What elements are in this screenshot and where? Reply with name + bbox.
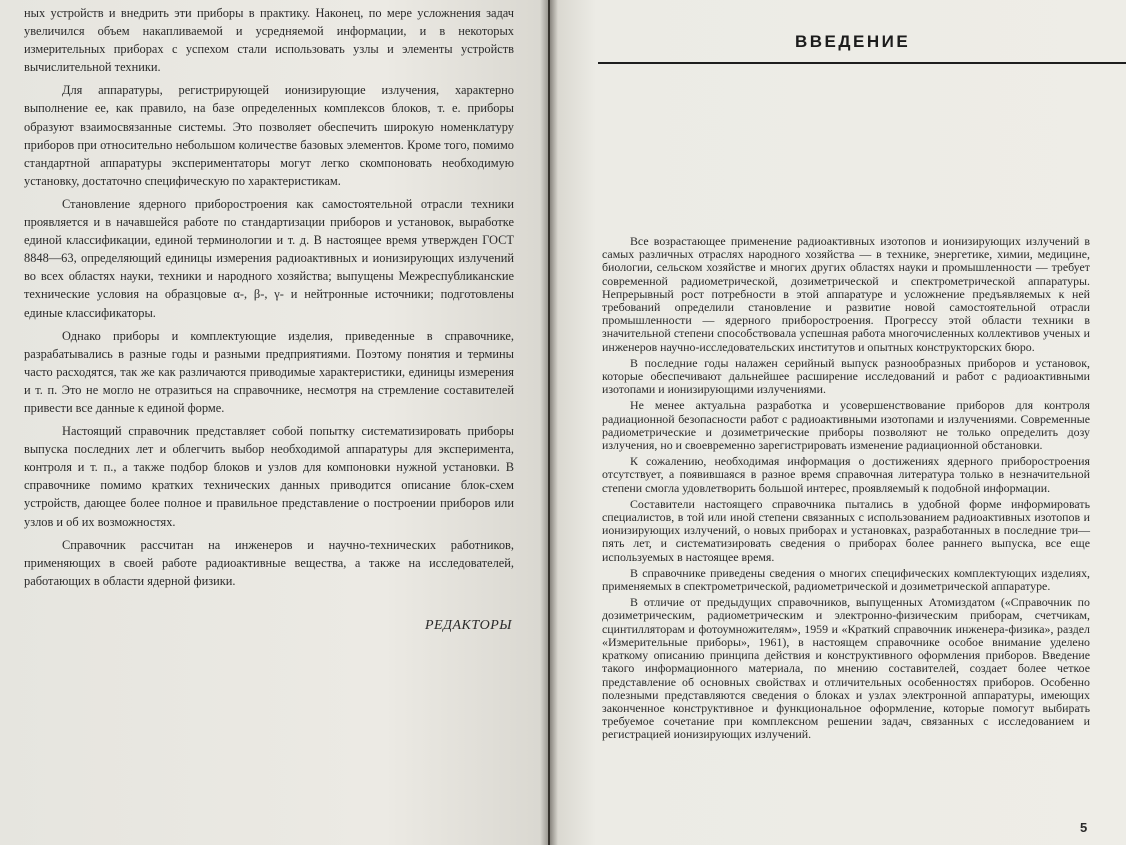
left-page-text <box>24 4 514 590</box>
right-page-text <box>602 235 1090 742</box>
right-paragraph-4: К сожалению, необходимая информация о достижениях ядерного приборостроения отсутствует, а появившаяся в разное время справочная литература только в незначительной степени смогла удовлетворить большой интерес, проявляемый к подобной информации. <box>602 454 1090 495</box>
right-paragraph-3: Не менее актуальна разработка и усовершенствование приборов для контроля радиационной безопасности работ с радиоактивными изотопами и излучениями. Современные радиометрические и дозиметрические приборы позволяют не только определить дозу излучения, но и своевременно зарегистрировать изменение радиационной обстановки. <box>602 398 1090 453</box>
right-page <box>550 0 1126 845</box>
left-page <box>0 0 548 845</box>
left-paragraph-5: Настоящий справочник представляет собой попытку систематизировать приборы выпуска последних лет и облегчить выбор необходимой аппаратуры для эксперимента, контроля и т. п., а также подбор блоков и узлов для компоновки нужной установки. В справочнике помимо кратких технических данных приводится описание блок-схем устройств, дающее более полное и правильное представление о построении приборов или узлов и об их возможностях. <box>24 424 514 529</box>
book-gutter <box>540 0 558 845</box>
editors-signature: РЕДАКТОРЫ <box>424 618 512 633</box>
page-number: 5 <box>1080 820 1088 835</box>
left-paragraph-2: Для аппаратуры, регистрирующей ионизирующие излучения, характерно выполнение ее, как правило, на базе определенных комплексов блоков, т. е. приборы образуют взаимосвязанные системы. Это позволяет обеспечить широкую номенклатуру приборов при относительно небольшом количестве базовых элементов. Кроме того, помимо стандартной аппаратуры экспериментаторы могут легко скомпоновать необходимую установку, достаточно специфическую по характеристикам. <box>24 83 514 188</box>
right-paragraph-6: В справочнике приведены сведения о многих специфических комплектующих изделиях, применяемых в спектрометрической, радиометрической и дозиметрической аппаратуре. <box>602 565 1090 594</box>
right-paragraph-2: В последние годы налажен серийный выпуск разнообразных приборов и установок, которые обеспечивают дальнейшее расширение исследований и работ с радиоактивными изотопами и ионизирующими излучениями. <box>602 355 1090 397</box>
heading-rule <box>598 62 1126 64</box>
left-paragraph-4: Однако приборы и комплектующие изделия, приведенные в справочнике, разрабатывались в разные годы и разными предприятиями. Поэтому понятия и термины часто расходятся, так же как различаются приводимые характеристики, единицы измерения и т. п. Это не могло не отразиться на справочнике, несмотря на стремление составителей привести все данные к единой форме. <box>24 328 514 415</box>
right-paragraph-1: Все возрастающее применение радиоактивных изотопов и ионизирующих излучений в самых различных отраслях народного хозяйства — в технике, энергетике, химии, медицине, биологии, сельском хозяйстве и многих других областях науки и промышленности — требует современной радиометрической, дозиметрической и спектрометрической аппаратуры. Непрерывный рост потребности в этой аппаратуре и усложнение предъявляемых к ней требований определили становление и развитие новой самостоятельной отрасли промышленности — ядерного приборостроения. Прогрессу этой области техники в значительной степени способствовала успешная работа многочисленных коллективов ученых и инженеров научно-исследовательских институтов и опытных конструкторских бюро. <box>602 234 1090 354</box>
left-paragraph-1: ных устройств и внедрить эти приборы в практику. Наконец, по мере усложнения задач увеличился объем накапливаемой и усредняемой информации, и в некоторых измерительных приборах с успехом стали использовать узлы и элементы устройств вычислительной техники. <box>24 6 514 75</box>
right-paragraph-5: Составители настоящего справочника пытались в удобной форме информировать специалистов, в той или иной степени связанных с использованием радиоактивных изотопов и ионизирующих излучений, о новых приборах и установках, разработанных в последние три—пять лет, и систематизировать сведения о приборах более раннего выпуска, все еще используемых в настоящее время. <box>602 496 1090 564</box>
right-paragraph-7: В отличие от предыдущих справочников, выпущенных Атомиздатом («Справочник по дозиметрическим, радиометрическим и электронно-физическим приборам, счетчикам, сцинтилляторам и фотоумножителям», 1959 и «Краткий справочник инженера-физика», раздел «Измерительные приборы», 1961), в настоящем справочнике особое внимание уделено краткому описанию принципа действия и конструктивного оформления приборов. Введение такого информационного материала, по мнению составителей, создает более четкое представление об основных свойствах и отличительных особенностях приборов. Особенно полезными представляются сведения о блоках и узлах электронной аппаратуры, имеющих законченное конструктивное и функциональное оформление, которые помогут выбирать требуемое сочетание при комплексном решении задач, связанных с исследованием и регистрацией ионизирующих излучений. <box>602 595 1090 742</box>
left-paragraph-6: Справочник рассчитан на инженеров и научно-технических работников, применяющих в своей работе радиоактивные вещества, а также на исследователей, работающих в области ядерной физики. <box>24 537 514 588</box>
left-paragraph-3: Становление ядерного приборостроения как самостоятельной отрасли техники проявляется и в начавшейся работе по стандартизации приборов и установок, выработке единой классификации, единой терминологии и т. д. В настоящее время утвержден ГОСТ 8848—63, определяющий единицы измерения радиоактивных и ионизирующих излучений во всех областях науки, техники и народного хозяйства; выпущены Межреспубликанские технические условия на образцовые α-, β-, γ- и нейтронные источники; подготовлены единые классификаторы. <box>24 196 514 320</box>
chapter-heading: ВВЕДЕНИЕ <box>795 32 911 51</box>
